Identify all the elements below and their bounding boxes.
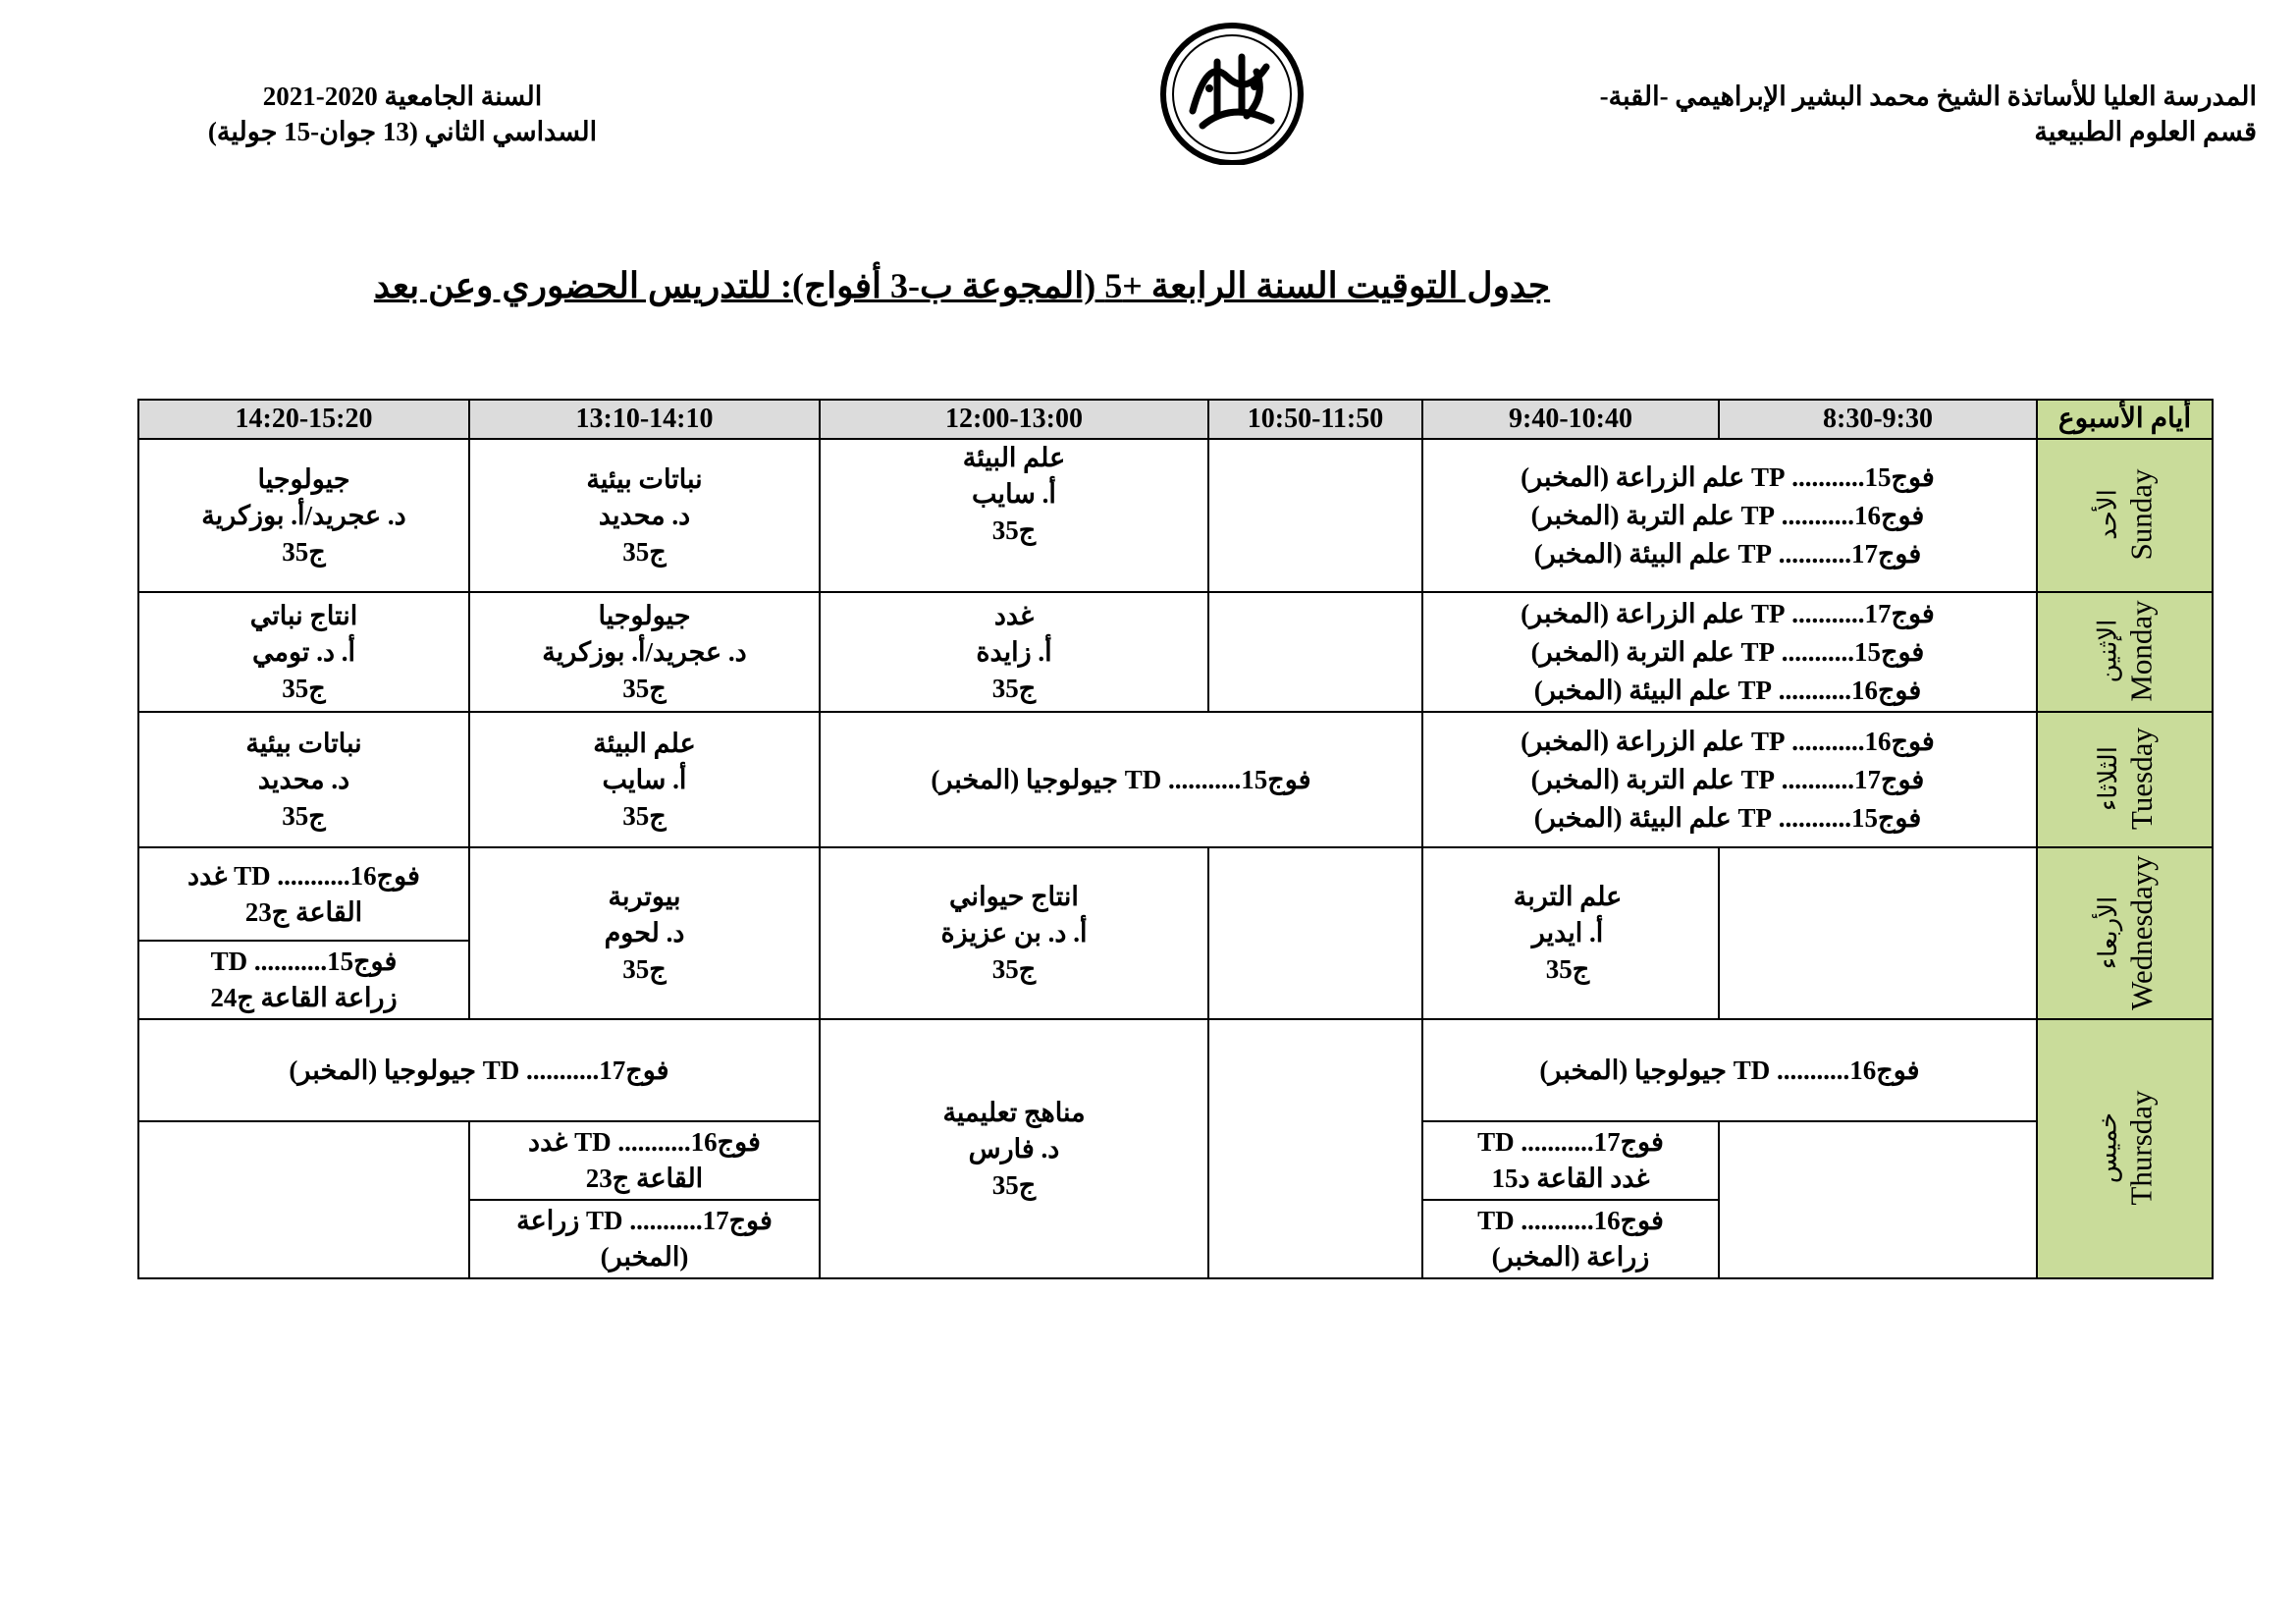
td-line: غدد القاعة د15 [1491, 1164, 1650, 1193]
course-name: بيوتربة [608, 882, 681, 911]
day-tuesday [2037, 712, 2213, 847]
course-cell [469, 847, 820, 1019]
course-room: ج35 [622, 800, 667, 831]
course-teacher: أ. د. بن عزيزة [940, 918, 1088, 947]
course-cell [469, 592, 820, 712]
course-cell [138, 712, 469, 847]
row-sunday [138, 439, 2213, 592]
course-teacher: أ. ايدير [1531, 918, 1604, 947]
course-cell [820, 1019, 1208, 1278]
course-cell [138, 439, 469, 592]
page-title: جدول التوقيت السنة الرابعة +5 (المجوعة ب-3 أفواج): للتدريس الحضوري وعن بعد [373, 266, 1551, 305]
tp-line: فوج15........... TP علم التربة (المخبر) [1530, 636, 1925, 667]
course-cell [1422, 847, 1719, 1019]
course-room: ج35 [282, 800, 326, 831]
day-label-en: Monday [2123, 600, 2159, 702]
day-label-en: Thursday [2123, 1090, 2159, 1206]
tp-line: فوج16........... TP علم التربة (المخبر) [1530, 500, 1925, 530]
course-teacher: أ. سايب [602, 764, 687, 794]
day-label-ar: الأحد [2093, 489, 2122, 540]
tp-cell [1422, 712, 2037, 847]
department-name: قسم العلوم الطبيعية [2034, 117, 2257, 146]
row-thursday [138, 1019, 2213, 1121]
td-line: القاعة ج23 [244, 896, 363, 927]
course-name: جيولوجيا [257, 463, 350, 494]
td-line: فوج16........... TD غدد [187, 860, 420, 891]
empty-cell [1719, 1121, 2037, 1278]
course-room: ج35 [622, 673, 667, 703]
day-thursday [2037, 1019, 2213, 1278]
time-header-1: 8:30-9:30 [1719, 400, 2037, 439]
td-line: القاعة ج23 [585, 1164, 704, 1193]
school-header [1600, 79, 2257, 149]
course-room: ج35 [622, 536, 667, 567]
course-name: مناهج تعليمية [942, 1097, 1086, 1127]
course-cell [469, 712, 820, 847]
time-header-4: 12:00-13:00 [820, 400, 1208, 439]
course-cell [469, 439, 820, 592]
td-cell [1422, 1200, 1719, 1278]
td-line: فوج15........... TD جيولوجيا (المخبر) [931, 765, 1311, 794]
day-wednesday [2037, 847, 2213, 1019]
course-cell [820, 847, 1208, 1019]
td-line: فوج17........... TD زراعة [516, 1206, 773, 1235]
day-label-en: Sunday [2123, 468, 2159, 561]
td-line: فوج17........... TD جيولوجيا (المخبر) [289, 1056, 669, 1085]
tp-cell [1422, 439, 2037, 592]
course-room: ج35 [1545, 954, 1590, 984]
row-wednesday [138, 847, 2213, 941]
course-room: ج35 [622, 954, 667, 984]
course-teacher: د. محديد [257, 764, 350, 794]
header-row [138, 400, 2213, 439]
day-label-ar: الثلاثاء [2093, 746, 2122, 811]
course-teacher: د. محديد [598, 500, 691, 530]
td-cell [469, 1200, 820, 1278]
day-sunday [2037, 439, 2213, 592]
timetable [137, 399, 2214, 1279]
day-label-ar: الأربعاء [2093, 895, 2122, 969]
course-teacher: د. فارس [968, 1133, 1060, 1164]
td-cell [138, 941, 469, 1019]
course-name: جيولوجيا [598, 600, 691, 630]
td-line: زراعة القاعة ج24 [210, 983, 398, 1012]
course-teacher: أ. سايب [972, 479, 1056, 509]
time-header-5: 13:10-14:10 [469, 400, 820, 439]
empty-cell [1208, 1019, 1422, 1278]
td-line: زراعة (المخبر) [1491, 1242, 1650, 1272]
td-cell [138, 1019, 820, 1121]
row-tuesday [138, 712, 2213, 847]
course-room: ج35 [991, 954, 1037, 984]
day-label-en: Tuesday [2123, 728, 2159, 830]
tp-cell [1422, 592, 2037, 712]
day-label-ar: خميس [2093, 1111, 2122, 1184]
time-header-6: 14:20-15:20 [138, 400, 469, 439]
course-teacher: أ. زايدة [976, 636, 1052, 667]
academic-year: السنة الجامعية 2020-2021 [262, 81, 543, 111]
td-line: فوج16........... TD غدد [528, 1127, 761, 1157]
time-header-2: 9:40-10:40 [1422, 400, 1719, 439]
time-header-3: 10:50-11:50 [1208, 400, 1422, 439]
course-name: نباتات بيئية [245, 728, 362, 758]
day-label-en: Wednesdayy [2123, 854, 2159, 1010]
school-name: المدرسة العليا للأساتذة الشيخ محمد البشير الإبراهيمي -القبة- [1599, 81, 2257, 111]
course-name: انتاج حيواني [949, 882, 1079, 911]
td-line: فوج16........... TD جيولوجيا (المخبر) [1539, 1056, 1920, 1085]
course-room: ج35 [991, 1169, 1037, 1200]
td-cell [1422, 1121, 1719, 1200]
course-room: ج35 [991, 673, 1037, 703]
tp-line: فوج17........... TP علم التربة (المخبر) [1530, 764, 1925, 794]
course-cell [820, 592, 1208, 712]
course-name: نباتات بيئية [586, 463, 703, 494]
tp-line: فوج15........... TP علم الزراعة (المخبر) [1521, 461, 1935, 492]
course-name: انتاج نباتي [249, 600, 358, 630]
empty-cell [1208, 439, 1422, 592]
course-teacher: د. عجريد/أ. بوزكرية [201, 500, 406, 530]
empty-cell [1208, 592, 1422, 712]
td-line: (المخبر) [600, 1242, 689, 1272]
academic-info [157, 79, 648, 149]
td-cell [138, 847, 469, 941]
tp-line: فوج17........... TP علم البيئة (المخبر) [1533, 538, 1922, 568]
days-header: أيام الأسبوع [2037, 400, 2213, 439]
td-cell [469, 1121, 820, 1200]
tp-line: فوج17........... TP علم الزراعة (المخبر) [1521, 598, 1935, 628]
course-room: ج35 [282, 536, 326, 567]
empty-cell [1719, 847, 2037, 1019]
course-teacher: د. عجريد/أ. بوزكرية [542, 636, 747, 667]
td-cell [1422, 1019, 2037, 1121]
tp-line: فوج16........... TP علم البيئة (المخبر) [1533, 675, 1922, 705]
school-seal-logo [1148, 18, 1315, 165]
td-line: فوج15........... TD [210, 947, 398, 976]
semester: السداسي الثاني (13 جوان-15 جولية) [207, 117, 598, 146]
tp-line: فوج15........... TP علم البيئة (المخبر) [1533, 802, 1922, 833]
empty-cell [138, 1121, 469, 1278]
course-room: ج35 [282, 673, 326, 703]
course-teacher: د. لحوم [604, 918, 685, 947]
tp-line: فوج16........... TP علم الزراعة (المخبر) [1521, 726, 1935, 756]
row-monday [138, 592, 2213, 712]
course-cell [820, 439, 1208, 592]
day-label-ar: الإثنين [2093, 619, 2122, 683]
course-name: علم التربة [1513, 882, 1623, 911]
day-monday [2037, 592, 2213, 712]
course-room: ج35 [991, 515, 1037, 545]
course-teacher: أ. د. تومي [252, 636, 355, 667]
empty-cell [1208, 847, 1422, 1019]
course-cell [138, 592, 469, 712]
td-line: فوج17........... TD [1477, 1127, 1664, 1157]
course-name: علم البيئة [593, 728, 696, 758]
course-name: غدد [993, 600, 1035, 630]
course-name: علم البيئة [962, 443, 1066, 472]
td-line: فوج16........... TD [1477, 1206, 1664, 1235]
td-cell [820, 712, 1422, 847]
